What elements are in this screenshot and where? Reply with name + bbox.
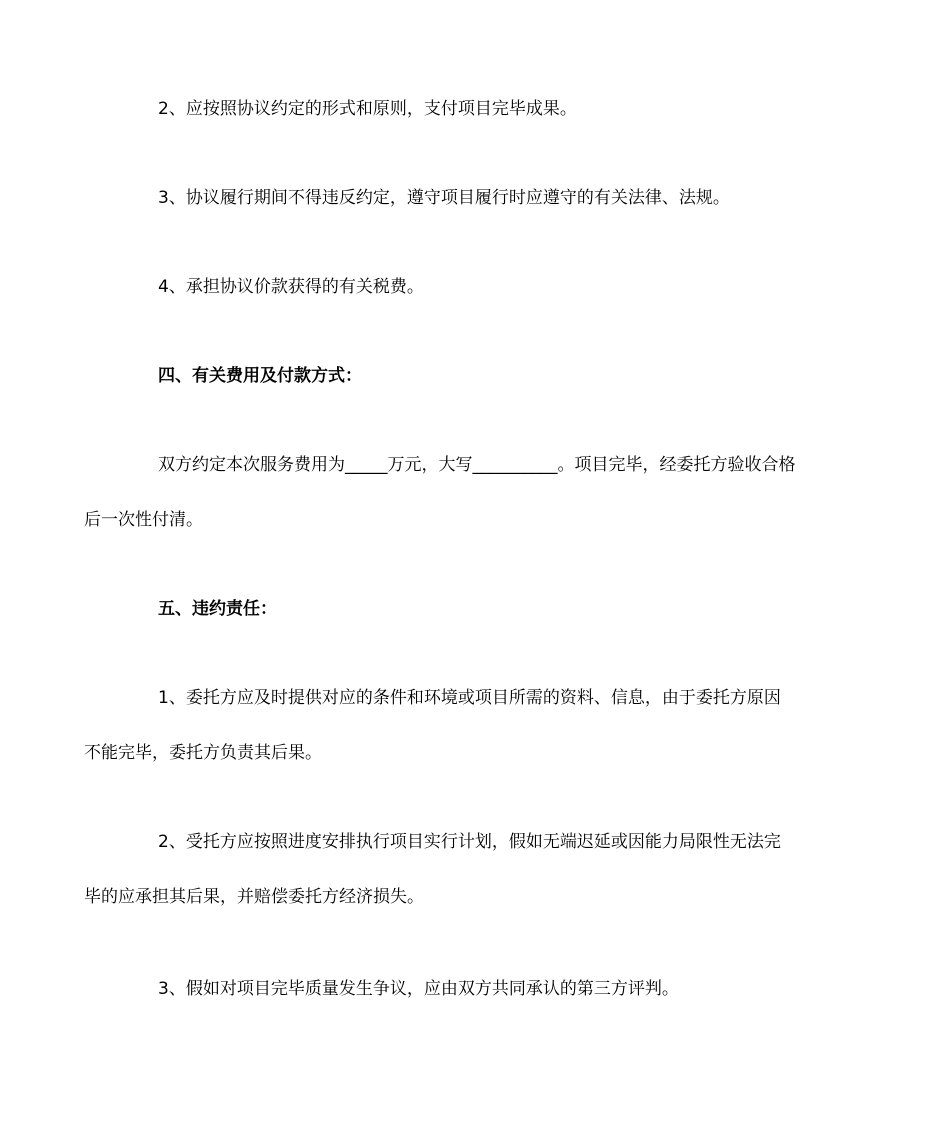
section-heading-fees bbox=[121, 349, 831, 404]
heading-text: 四、有关费用及付款方式： bbox=[158, 366, 362, 386]
text-line: 不能完毕，委托方负责其后果。 bbox=[84, 743, 322, 763]
text-line: 1、委托方应及时提供对应的条件和环境或项目所需的资料、信息，由于委托方原因 bbox=[158, 688, 781, 708]
text-line: 2、应按照协议约定的形式和原则，支付项目完毕成果。 bbox=[158, 99, 577, 119]
paragraph-fee-terms bbox=[84, 438, 831, 548]
section-heading-liability bbox=[121, 582, 831, 637]
text-line: 毕的应承担其后果，并赔偿委托方经济损失。 bbox=[84, 887, 424, 907]
paragraph-liability-3 bbox=[121, 962, 831, 1017]
text-line: 4、承担协议价款获得的有关税费。 bbox=[158, 277, 424, 297]
text-line: 双方约定本次服务费用为_____万元，大写__________。项目完毕，经委托方验收合格 bbox=[158, 455, 796, 475]
paragraph-obligation-3 bbox=[121, 171, 831, 226]
text-line: 2、受托方应按照进度安排执行项目实行计划，假如无端迟延或因能力局限性无法完 bbox=[158, 832, 781, 852]
text-line: 3、假如对项目完毕质量发生争议，应由双方共同承认的第三方评判。 bbox=[158, 979, 679, 999]
paragraph-obligation-2 bbox=[121, 82, 831, 137]
paragraph-liability-2 bbox=[84, 815, 831, 925]
text-line: 后一次性付清。 bbox=[84, 510, 203, 530]
paragraph-obligation-4 bbox=[121, 260, 831, 315]
heading-text: 五、违约责任： bbox=[158, 599, 277, 619]
paragraph-liability-1 bbox=[84, 671, 831, 781]
text-line: 3、协议履行期间不得违反约定，遵守项目履行时应遵守的有关法律、法规。 bbox=[158, 188, 730, 208]
